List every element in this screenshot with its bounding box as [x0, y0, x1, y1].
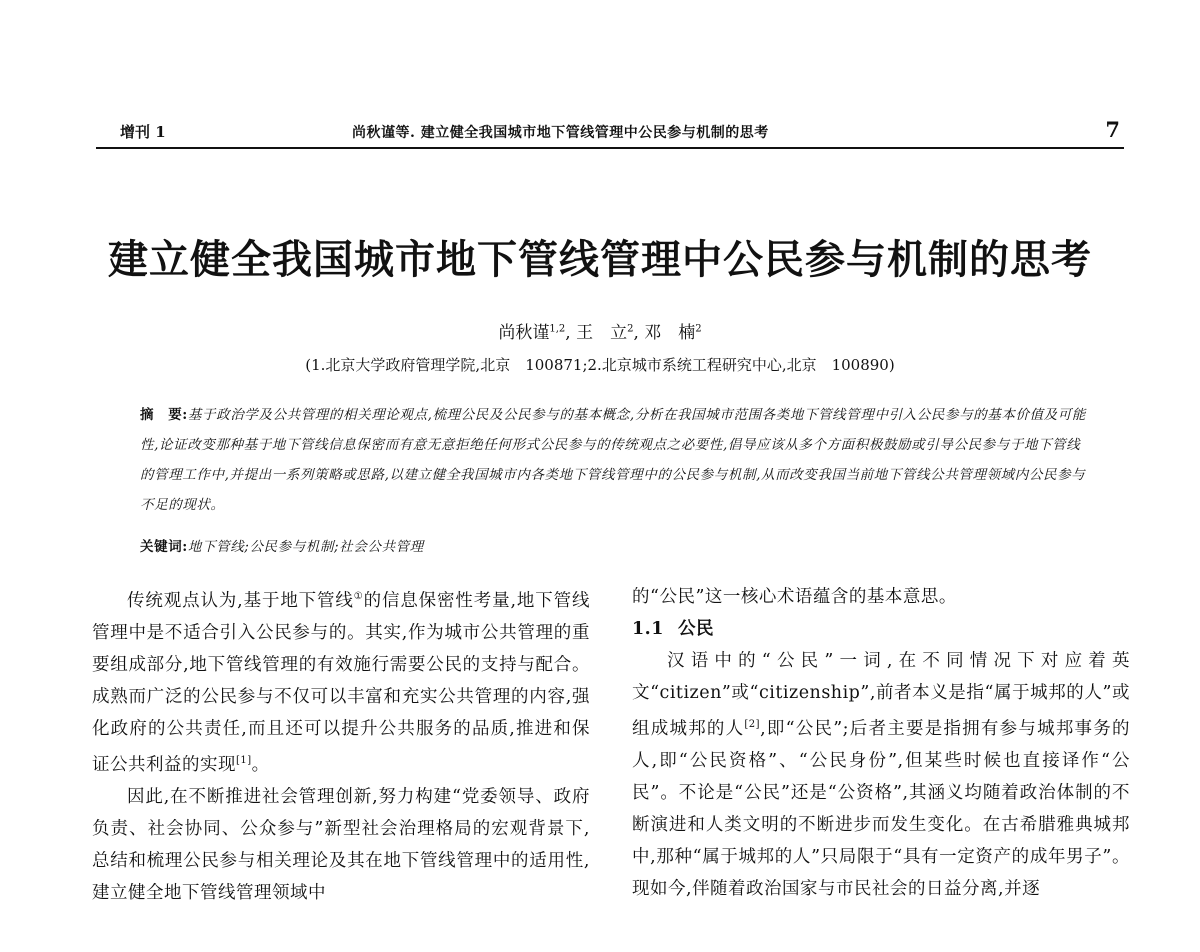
abstract	[140, 400, 1090, 520]
author-affiliation-marker: 1,2	[549, 323, 566, 335]
page-number: 7	[1105, 117, 1120, 142]
paragraph-text: ,即“公民”;后者主要是指拥有参与城邦事务的人,即“公民资格”、“公民身份”,但某些时候也直接译作“公民”。不论是“公民”还是“公资格”,其涵义均随着政治体制的不断演进和人类文明的不断进步而发生变化。在古希腊雅典城邦中,那种“属于城邦的人”只局限于“具有一定资产的成年男子”。现如今,伴随着政治国家与市民社会的日益分离,并逐	[632, 718, 1131, 899]
body-paragraph: 的“公民”这一核心术语蕴含的基本意思。	[632, 587, 957, 607]
article-title: 建立健全我国城市地下管线管理中公民参与机制的思考	[108, 236, 1092, 283]
paragraph-text: 。	[251, 754, 270, 775]
body-paragraph	[632, 645, 1130, 905]
footnote-marker: ①	[353, 591, 364, 602]
keywords-label: 关键词:	[140, 539, 188, 555]
paragraph-text: 的信息保密性考量,地下管线管理中是不适合引入公民参与的。其实,作为城市公共管理的重要组成部分,地下管线管理的有效施行需要公民的支持与配合。成熟而广泛的公民参与不仅可以丰富和充实公共管理的内容,强化政府的公共责任,而且还可以提升公共服务的品质,推进和保证公共利益的实现	[92, 590, 590, 775]
section-number: 1.1	[632, 619, 664, 639]
author-affiliation-marker: 2	[695, 323, 702, 335]
running-title: 尚秋谨等. 建立健全我国城市地下管线管理中公民参与机制的思考	[352, 125, 769, 141]
running-head	[96, 117, 1124, 149]
author-affiliation-marker: 2	[627, 323, 634, 335]
keywords	[140, 535, 1090, 559]
paragraph-text: 传统观点认为,基于地下管线	[127, 590, 354, 611]
affiliations: (1.北京大学政府管理学院,北京 100871;2.北京城市系统工程研究中心,北京 100890)	[305, 356, 895, 374]
section-title: 公民	[677, 619, 714, 639]
body-column-left	[92, 581, 590, 909]
author-name: 尚秋谨	[498, 323, 550, 343]
author-separator: ,	[633, 323, 639, 343]
author-name: 王 立	[576, 323, 628, 343]
body-paragraph: 因此,在不断推进社会管理创新,努力构建“党委领导、政府负责、社会协同、公众参与”新型社会治理格局的宏观背景下,总结和梳理公民参与相关理论及其在地下管线管理中的适用性,建立健全地下管线管理领域中	[92, 786, 590, 903]
keywords-text: 地下管线;公民参与机制;社会公共管理	[187, 539, 424, 555]
abstract-label: 摘 要:	[140, 407, 188, 423]
author-name: 邓 楠	[644, 323, 696, 343]
citation-marker: [2]	[744, 719, 761, 730]
body-paragraph	[92, 581, 590, 781]
section-heading	[632, 613, 1130, 645]
paragraph-text: 汉语中的“公民”一词,在不同情况下对应着英文“citizen”或“citizenship”,前者本义是指“属于城邦的人”或组成城邦的人	[632, 651, 1130, 739]
abstract-text: 基于政治学及公共管理的相关理论观点,梳理公民及公民参与的基本概念,分析在我国城市范围各类地下管线管理中引入公民参与的基本价值及可能性,论证改变那种基于地下管线信息保密而有意无意拒绝任何形式公民参与的传统观点之必要性,倡导应该从多个方面积极鼓励或引导公民参与于地下管线的管理工作中,并提出一系列策略或思路,以建立健全我国城市内各类地下管线管理中的公民参与机制,从而改变我国当前地下管线公共管理领域内公民参与不足的现状。	[140, 407, 1086, 513]
journal-issue: 增刊 1	[120, 123, 166, 141]
author-list	[0, 318, 1200, 343]
author-separator: ,	[565, 323, 571, 343]
body-column-right	[632, 581, 1130, 905]
citation-marker: [1]	[236, 754, 252, 766]
